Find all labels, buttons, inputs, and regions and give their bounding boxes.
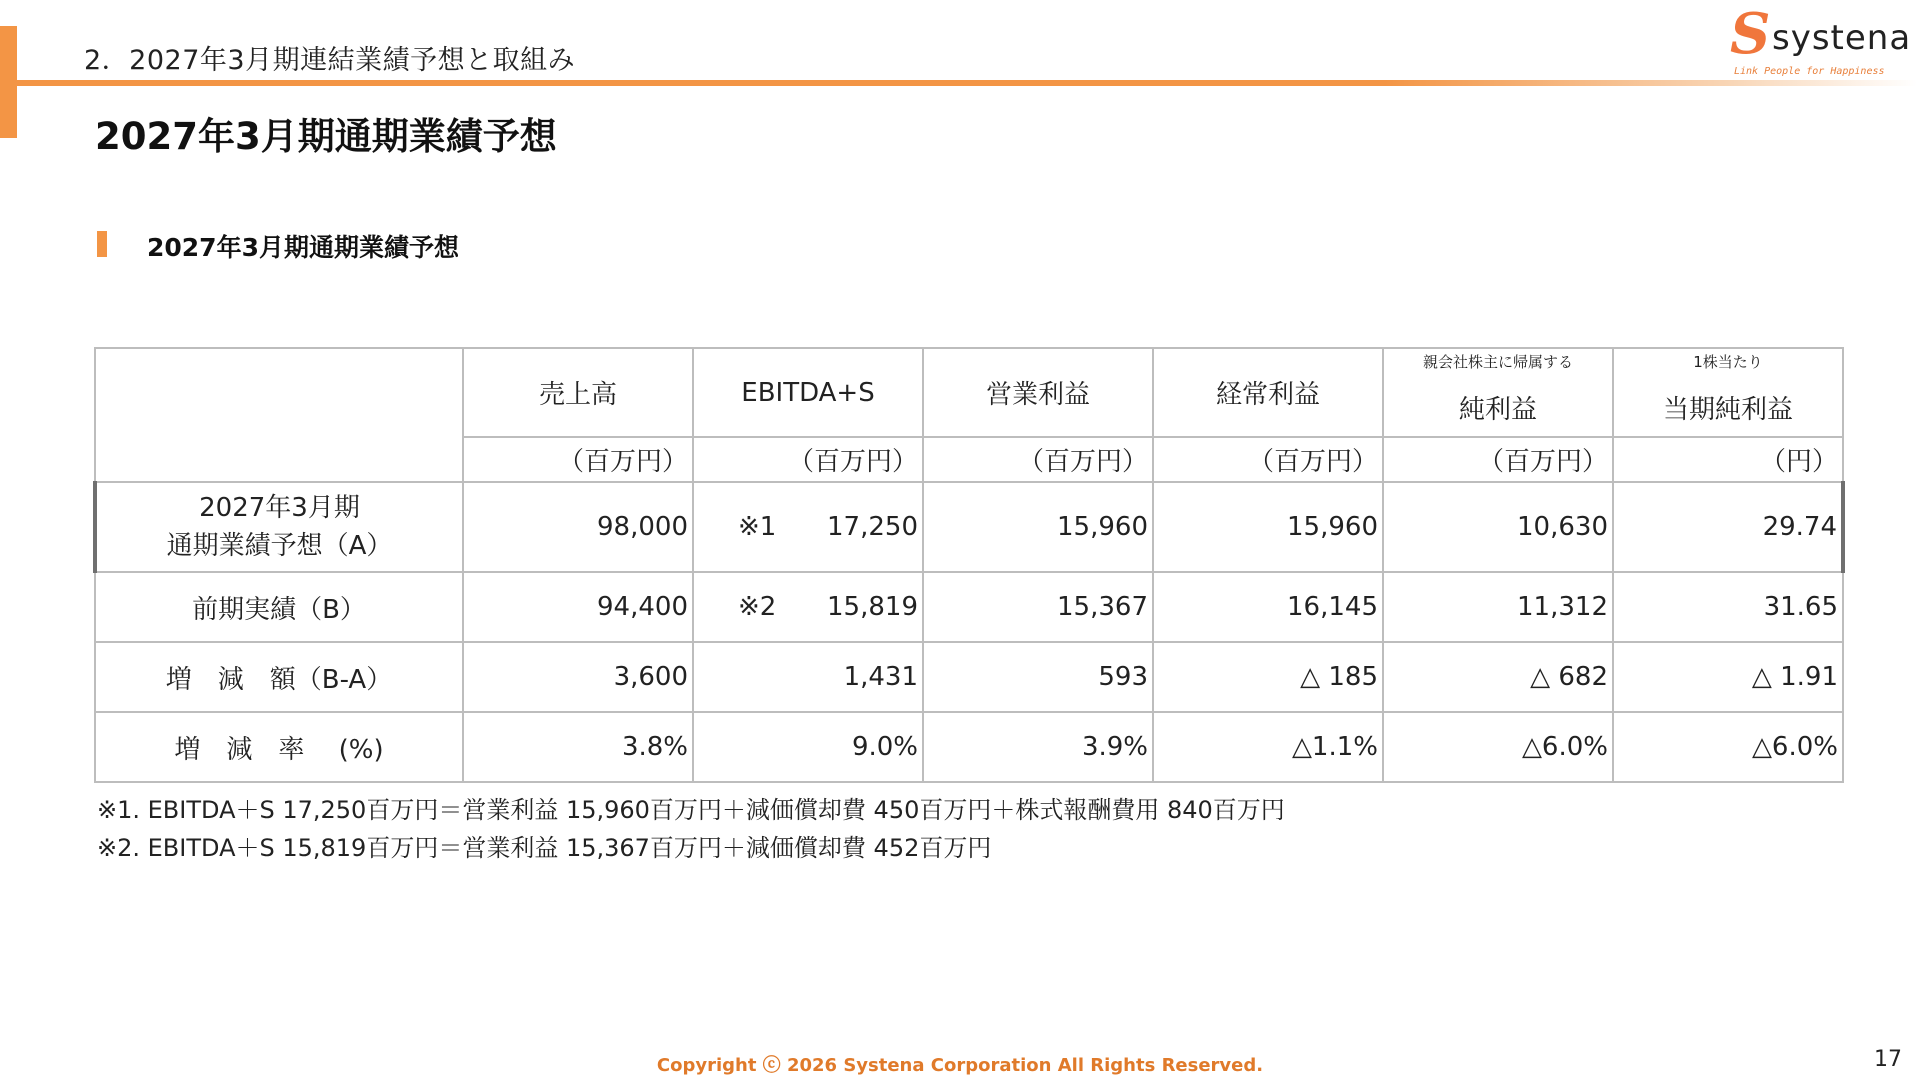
footnote-1: ※1. EBITDA＋S 17,250百万円＝営業利益 15,960百万円＋減価償却費 450百万円＋株式報酬費用 840百万円 xyxy=(97,796,1285,824)
cell-change-ordinary-profit: △ 185 xyxy=(1153,642,1383,712)
accent-bar xyxy=(0,26,17,138)
cell-forecast-operating-profit: 15,960 xyxy=(923,482,1153,572)
copyright: Copyright ⓒ 2026 Systena Corporation All Rights Reserved. xyxy=(656,1055,1264,1076)
subheading-marker xyxy=(97,231,107,257)
unit-ebitda: （百万円） xyxy=(693,437,923,482)
row-label-prior: 前期実績（B） xyxy=(95,572,463,642)
cell-change-sales: 3,600 xyxy=(463,642,693,712)
cell-forecast-ebitda xyxy=(693,482,923,572)
cell-forecast-sales: 98,000 xyxy=(463,482,693,572)
row-label-forecast-line2: 通期業績予想（A） xyxy=(166,531,393,561)
cell-rate-eps: △6.0% xyxy=(1613,712,1843,782)
col-header-sales: 売上高 xyxy=(463,348,693,437)
unit-operating-profit: （百万円） xyxy=(923,437,1153,482)
table-row-change-rate xyxy=(95,712,1843,782)
cell-change-operating-profit: 593 xyxy=(923,642,1153,712)
table-header-row xyxy=(95,348,1843,437)
header-divider xyxy=(17,80,1917,86)
unit-sales: （百万円） xyxy=(463,437,693,482)
forecast-table xyxy=(93,347,1845,783)
cell-prior-ordinary-profit: 16,145 xyxy=(1153,572,1383,642)
cell-forecast-net-income: 10,630 xyxy=(1383,482,1613,572)
subheading: 2027年3月期通期業績予想 xyxy=(147,233,459,262)
cell-prior-eps: 31.65 xyxy=(1613,572,1843,642)
cell-prior-ebitda xyxy=(693,572,923,642)
logo-tagline: Link People for Happiness xyxy=(1734,66,1885,77)
col-header-net-income-caption: 親会社株主に帰属する xyxy=(1422,353,1573,371)
page-number: 17 xyxy=(1874,1047,1902,1072)
cell-change-net-income: △ 682 xyxy=(1383,642,1613,712)
unit-net-income: （百万円） xyxy=(1383,437,1613,482)
table-row-forecast xyxy=(95,482,1843,572)
col-header-eps-label: 当期純利益 xyxy=(1662,395,1793,425)
cell-rate-operating-profit: 3.9% xyxy=(923,712,1153,782)
cell-rate-net-income: △6.0% xyxy=(1383,712,1613,782)
col-header-eps xyxy=(1613,348,1843,437)
col-header-eps-caption: 1株当たり xyxy=(1693,353,1763,371)
section-title: 2．2027年3月期連結業績予想と取組み xyxy=(84,45,576,76)
row-label-forecast-line1: 2027年3月期 xyxy=(199,493,360,523)
header-blank-cell xyxy=(95,348,463,482)
cell-rate-ebitda: 9.0% xyxy=(693,712,923,782)
logo-text: systena xyxy=(1772,18,1912,58)
cell-change-eps: △ 1.91 xyxy=(1613,642,1843,712)
cell-rate-sales: 3.8% xyxy=(463,712,693,782)
cell-prior-net-income: 11,312 xyxy=(1383,572,1613,642)
col-header-operating-profit: 営業利益 xyxy=(923,348,1153,437)
col-header-ebitda: EBITDA+S xyxy=(693,348,923,437)
cell-forecast-eps: 29.74 xyxy=(1613,482,1843,572)
table-row-prior xyxy=(95,572,1843,642)
cell-forecast-ebitda-value: 17,250 xyxy=(827,512,918,542)
page-title: 2027年3月期通期業績予想 xyxy=(95,115,557,158)
table-row-change-amount xyxy=(95,642,1843,712)
systena-logo xyxy=(1730,1,1912,78)
row-label-change-rate: 増 減 率 (%) xyxy=(95,712,463,782)
cell-forecast-ordinary-profit: 15,960 xyxy=(1153,482,1383,572)
logo-mark: S xyxy=(1730,1,1771,67)
col-header-net-income xyxy=(1383,348,1613,437)
unit-ordinary-profit: （百万円） xyxy=(1153,437,1383,482)
cell-prior-sales: 94,400 xyxy=(463,572,693,642)
cell-change-ebitda: 1,431 xyxy=(693,642,923,712)
cell-prior-operating-profit: 15,367 xyxy=(923,572,1153,642)
footnote-2: ※2. EBITDA＋S 15,819百万円＝営業利益 15,367百万円＋減価償却費 452百万円 xyxy=(97,834,992,862)
note-mark-1: ※1 xyxy=(738,512,777,542)
cell-rate-ordinary-profit: △1.1% xyxy=(1153,712,1383,782)
col-header-ordinary-profit: 経常利益 xyxy=(1153,348,1383,437)
note-mark-2: ※2 xyxy=(738,592,777,622)
col-header-net-income-label: 純利益 xyxy=(1458,395,1537,425)
cell-prior-ebitda-value: 15,819 xyxy=(827,592,918,622)
unit-eps: （円） xyxy=(1613,437,1843,482)
row-label-forecast xyxy=(95,482,463,572)
row-label-change-amount: 増 減 額（B-A） xyxy=(95,642,463,712)
